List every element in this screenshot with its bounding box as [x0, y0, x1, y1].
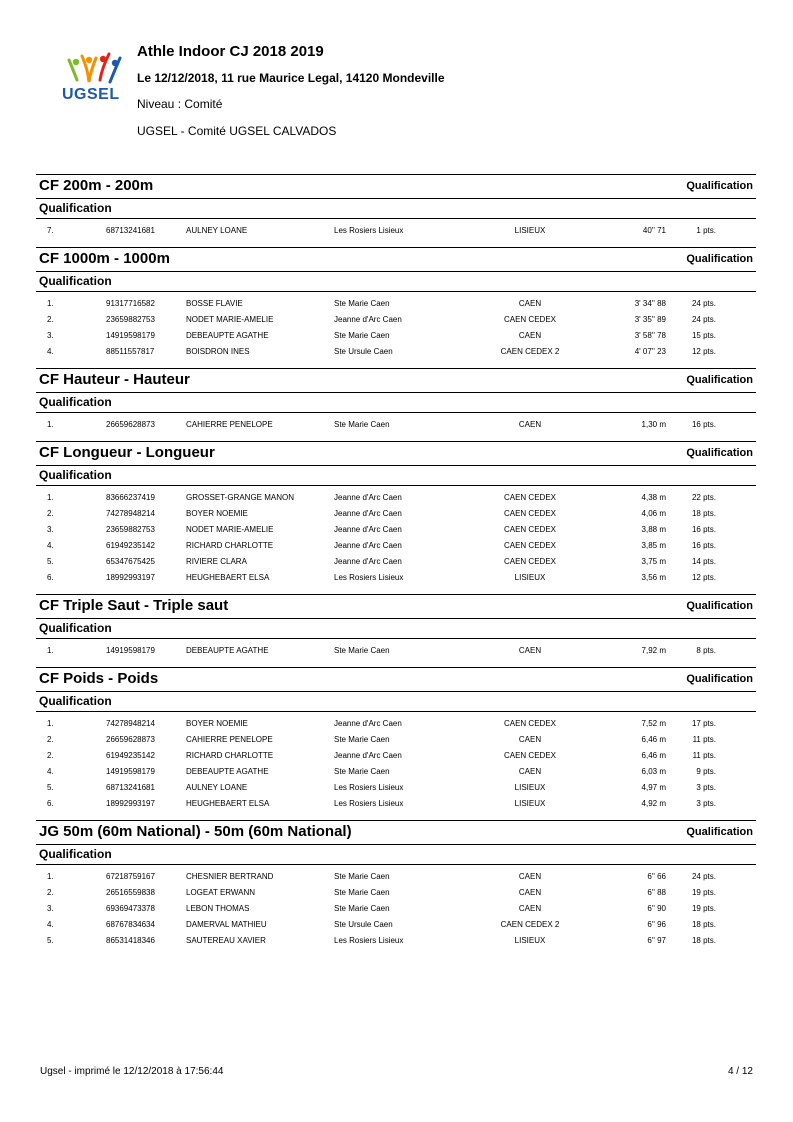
event-title: CF Poids - Poids [39, 670, 159, 687]
results-table [36, 219, 756, 247]
table-row [36, 344, 756, 360]
table-row [36, 643, 756, 659]
event-title: JG 50m (60m National) - 50m (60m National) [39, 823, 352, 840]
athlete-name-cell: CAHIERRE PENELOPE [186, 420, 273, 429]
table-row [36, 732, 756, 748]
athlete-name-cell: AULNEY LOANE [186, 783, 248, 792]
city-cell: CAEN [518, 904, 542, 913]
table-row [36, 716, 756, 732]
club-cell: Jeanne d'Arc Caen [334, 541, 402, 550]
athlete-name-cell: CHESNIER BERTRAND [186, 872, 274, 881]
license-id-cell: 18992993197 [106, 799, 155, 808]
club-cell: Ste Marie Caen [334, 767, 390, 776]
results-table [36, 865, 756, 957]
points-cell: 11 pts. [692, 751, 716, 760]
club-cell: Jeanne d'Arc Caen [334, 719, 402, 728]
event-subtitle: Qualification [36, 198, 756, 219]
event-header [36, 594, 756, 618]
license-id-cell: 68767834634 [106, 920, 155, 929]
city-cell: CAEN CEDEX [503, 751, 556, 760]
rank-cell: 2. [47, 509, 54, 518]
event-header [36, 441, 756, 465]
city-cell: CAEN [518, 420, 542, 429]
table-row [36, 748, 756, 764]
performance-cell: 3' 34'' 88 [634, 299, 666, 308]
license-id-cell: 26659628873 [106, 735, 155, 744]
rank-cell: 2. [47, 888, 54, 897]
event-title: CF Hauteur - Hauteur [39, 371, 190, 388]
athlete-name-cell: NODET MARIE-AMELIE [186, 525, 274, 534]
club-cell: Ste Marie Caen [334, 872, 390, 881]
athlete-name-cell: NODET MARIE-AMELIE [186, 315, 274, 324]
athlete-name-cell: HEUGHEBAERT ELSA [186, 799, 270, 808]
points-cell: 19 pts. [691, 888, 716, 897]
city-cell: CAEN CEDEX [503, 509, 556, 518]
points-cell: 9 pts. [696, 767, 716, 776]
points-cell: 14 pts. [691, 557, 716, 566]
rank-cell: 4. [47, 347, 54, 356]
points-cell: 16 pts. [691, 541, 716, 550]
table-row [36, 223, 756, 239]
rank-cell: 3. [47, 904, 54, 913]
performance-cell: 6'' 88 [647, 888, 666, 897]
athlete-name-cell: DEBEAUPTE AGATHE [186, 331, 269, 340]
performance-cell: 6'' 66 [647, 872, 666, 881]
club-cell: Ste Marie Caen [334, 420, 390, 429]
performance-cell: 3' 35'' 89 [634, 315, 666, 324]
event-qualification-label: Qualification [686, 180, 753, 192]
event-qualification-label: Qualification [686, 600, 753, 612]
license-id-cell: 67218759167 [106, 872, 155, 881]
rank-cell: 1. [47, 872, 54, 881]
athlete-name-cell: RICHARD CHARLOTTE [186, 541, 274, 550]
rank-cell: 6. [47, 799, 54, 808]
rank-cell: 3. [47, 525, 54, 534]
results-table [36, 639, 756, 667]
event-section [36, 594, 756, 667]
event-header [36, 174, 756, 198]
city-cell: CAEN [518, 299, 542, 308]
event-qualification-label: Qualification [686, 447, 753, 459]
license-id-cell: 88511557817 [106, 347, 155, 356]
points-cell: 24 pts. [691, 315, 716, 324]
athlete-name-cell: AULNEY LOANE [186, 226, 248, 235]
club-cell: Jeanne d'Arc Caen [334, 509, 402, 518]
license-id-cell: 18992993197 [106, 573, 155, 582]
license-id-cell: 74278948214 [106, 509, 155, 518]
city-cell: CAEN CEDEX [503, 719, 556, 728]
table-row [36, 764, 756, 780]
table-row [36, 885, 756, 901]
city-cell: CAEN [518, 888, 542, 897]
athlete-name-cell: BOISDRON INES [186, 347, 250, 356]
performance-cell: 3,56 m [641, 573, 666, 582]
city-cell: LISIEUX [514, 226, 546, 235]
license-id-cell: 26659628873 [106, 420, 155, 429]
performance-cell: 3,75 m [641, 557, 666, 566]
points-cell: 18 pts. [691, 936, 716, 945]
points-cell: 18 pts. [691, 920, 716, 929]
club-cell: Ste Marie Caen [334, 888, 390, 897]
athlete-name-cell: DAMERVAL MATHIEU [186, 920, 267, 929]
points-cell: 3 pts. [696, 783, 716, 792]
results-table [36, 413, 756, 441]
points-cell: 12 pts. [691, 573, 716, 582]
performance-cell: 3,88 m [641, 525, 666, 534]
event-section [36, 247, 756, 368]
page-number: 4 / 12 [727, 1066, 753, 1077]
event-title: CF Triple Saut - Triple saut [39, 597, 229, 614]
rank-cell: 4. [47, 767, 54, 776]
table-row [36, 933, 756, 949]
table-row [36, 296, 756, 312]
city-cell: LISIEUX [514, 573, 546, 582]
event-subtitle: Qualification [36, 691, 756, 712]
performance-cell: 7,52 m [641, 719, 666, 728]
event-header [36, 820, 756, 844]
athlete-name-cell: SAUTEREAU XAVIER [186, 936, 266, 945]
license-id-cell: 83666237419 [106, 493, 155, 502]
event-section [36, 441, 756, 594]
license-id-cell: 68713241681 [106, 783, 155, 792]
athlete-name-cell: RIVIERE CLARA [186, 557, 247, 566]
city-cell: CAEN CEDEX [503, 493, 556, 502]
table-row [36, 554, 756, 570]
performance-cell: 4' 07'' 23 [634, 347, 666, 356]
club-cell: Les Rosiers Lisieux [334, 783, 404, 792]
results-table [36, 712, 756, 820]
event-header [36, 247, 756, 271]
points-cell: 22 pts. [691, 493, 716, 502]
performance-cell: 6'' 90 [647, 904, 666, 913]
athlete-name-cell: BOYER NOEMIE [186, 509, 248, 518]
points-cell: 11 pts. [692, 735, 716, 744]
event-section [36, 174, 756, 247]
event-subtitle: Qualification [36, 392, 756, 413]
athlete-name-cell: DEBEAUPTE AGATHE [186, 767, 269, 776]
points-cell: 16 pts. [691, 525, 716, 534]
license-id-cell: 61949235142 [106, 751, 155, 760]
license-id-cell: 65347675425 [106, 557, 155, 566]
license-id-cell: 23659882753 [106, 525, 155, 534]
event-title: CF Longueur - Longueur [39, 444, 215, 461]
event-header [36, 368, 756, 392]
club-cell: Ste Marie Caen [334, 904, 390, 913]
city-cell: CAEN [518, 735, 542, 744]
points-cell: 15 pts. [691, 331, 716, 340]
license-id-cell: 14919598179 [106, 331, 155, 340]
rank-cell: 1. [47, 493, 54, 502]
event-subtitle: Qualification [36, 844, 756, 865]
logo-text: UGSEL [62, 86, 120, 103]
rank-cell: 5. [47, 557, 54, 566]
rank-cell: 5. [47, 936, 54, 945]
points-cell: 17 pts. [691, 719, 716, 728]
performance-cell: 3,85 m [641, 541, 666, 550]
performance-cell: 1,30 m [641, 420, 666, 429]
club-cell: Les Rosiers Lisieux [334, 936, 404, 945]
club-cell: Ste Marie Caen [334, 735, 390, 744]
club-cell: Les Rosiers Lisieux [334, 573, 404, 582]
license-id-cell: 61949235142 [106, 541, 155, 550]
athlete-name-cell: LEBON THOMAS [186, 904, 250, 913]
table-row [36, 869, 756, 885]
print-timestamp: Ugsel - imprimé le 12/12/2018 à 17:56:44 [40, 1066, 224, 1077]
rank-cell: 1. [47, 299, 54, 308]
license-id-cell: 26516559838 [106, 888, 155, 897]
rank-cell: 2. [47, 315, 54, 324]
license-id-cell: 14919598179 [106, 646, 155, 655]
athlete-name-cell: HEUGHEBAERT ELSA [186, 573, 270, 582]
club-cell: Ste Ursule Caen [334, 347, 393, 356]
club-cell: Jeanne d'Arc Caen [334, 751, 402, 760]
club-cell: Les Rosiers Lisieux [334, 226, 404, 235]
city-cell: CAEN CEDEX [503, 315, 556, 324]
athlete-name-cell: BOYER NOEMIE [186, 719, 248, 728]
city-cell: CAEN CEDEX 2 [500, 347, 560, 356]
city-cell: CAEN CEDEX [503, 525, 556, 534]
performance-cell: 6'' 97 [647, 936, 666, 945]
results-table [36, 486, 756, 594]
athlete-name-cell: LOGEAT ERWANN [186, 888, 256, 897]
points-cell: 1 pts. [696, 226, 716, 235]
event-title: CF 1000m - 1000m [39, 250, 170, 267]
table-row [36, 506, 756, 522]
points-cell: 24 pts. [691, 872, 716, 881]
performance-cell: 6,46 m [641, 751, 666, 760]
club-cell: Jeanne d'Arc Caen [334, 557, 402, 566]
table-row [36, 570, 756, 586]
event-title: CF 200m - 200m [39, 177, 154, 194]
points-cell: 12 pts. [691, 347, 716, 356]
rank-cell: 4. [47, 920, 54, 929]
city-cell: LISIEUX [514, 936, 546, 945]
rank-cell: 7. [47, 226, 54, 235]
athlete-name-cell: GROSSET-GRANGE MANON [186, 493, 295, 502]
event-header [36, 667, 756, 691]
event-qualification-label: Qualification [686, 374, 753, 386]
table-row [36, 780, 756, 796]
event-date-location: Le 12/12/2018, 11 rue Maurice Legal, 14120 Mondeville [137, 71, 445, 85]
rank-cell: 2. [47, 735, 54, 744]
table-row [36, 490, 756, 506]
table-row [36, 901, 756, 917]
event-subtitle: Qualification [36, 618, 756, 639]
points-cell: 3 pts. [696, 799, 716, 808]
rank-cell: 6. [47, 573, 54, 582]
city-cell: CAEN [518, 646, 542, 655]
performance-cell: 6,03 m [641, 767, 666, 776]
events-list [36, 174, 756, 957]
event-section [36, 368, 756, 441]
club-cell: Jeanne d'Arc Caen [334, 525, 402, 534]
license-id-cell: 14919598179 [106, 767, 155, 776]
city-cell: CAEN CEDEX 2 [500, 920, 560, 929]
club-cell: Ste Marie Caen [334, 299, 390, 308]
license-id-cell: 86531418346 [106, 936, 155, 945]
organization-label: UGSEL - Comité UGSEL CALVADOS [137, 124, 337, 138]
points-cell: 8 pts. [696, 646, 716, 655]
performance-cell: 3' 58'' 78 [634, 331, 666, 340]
table-row [36, 522, 756, 538]
event-subtitle: Qualification [36, 465, 756, 486]
performance-cell: 4,38 m [641, 493, 666, 502]
table-row [36, 796, 756, 812]
city-cell: CAEN CEDEX [503, 541, 556, 550]
points-cell: 24 pts. [691, 299, 716, 308]
city-cell: CAEN [518, 872, 542, 881]
license-id-cell: 68713241681 [106, 226, 155, 235]
city-cell: LISIEUX [514, 783, 546, 792]
club-cell: Ste Ursule Caen [334, 920, 393, 929]
rank-cell: 4. [47, 541, 54, 550]
performance-cell: 4,06 m [641, 509, 666, 518]
rank-cell: 1. [47, 719, 54, 728]
page-title: Athle Indoor CJ 2018 2019 [137, 43, 324, 60]
license-id-cell: 23659882753 [106, 315, 155, 324]
ugsel-logo [60, 50, 128, 108]
performance-cell: 6,46 m [641, 735, 666, 744]
rank-cell: 1. [47, 646, 54, 655]
club-cell: Jeanne d'Arc Caen [334, 315, 402, 324]
level-label: Niveau : Comité [137, 97, 223, 111]
license-id-cell: 74278948214 [106, 719, 155, 728]
points-cell: 19 pts. [691, 904, 716, 913]
table-row [36, 538, 756, 554]
rank-cell: 3. [47, 331, 54, 340]
points-cell: 18 pts. [691, 509, 716, 518]
city-cell: CAEN CEDEX [503, 557, 556, 566]
event-qualification-label: Qualification [686, 826, 753, 838]
athlete-name-cell: RICHARD CHARLOTTE [186, 751, 274, 760]
club-cell: Ste Marie Caen [334, 331, 390, 340]
rank-cell: 5. [47, 783, 54, 792]
performance-cell: 40'' 71 [642, 226, 666, 235]
athlete-name-cell: DEBEAUPTE AGATHE [186, 646, 269, 655]
event-section [36, 667, 756, 820]
event-qualification-label: Qualification [686, 253, 753, 265]
performance-cell: 7,92 m [641, 646, 666, 655]
table-row [36, 417, 756, 433]
club-cell: Jeanne d'Arc Caen [334, 493, 402, 502]
rank-cell: 1. [47, 420, 54, 429]
city-cell: CAEN [518, 767, 542, 776]
license-id-cell: 91317716582 [106, 299, 155, 308]
table-row [36, 328, 756, 344]
rank-cell: 2. [47, 751, 54, 760]
license-id-cell: 69369473378 [106, 904, 155, 913]
performance-cell: 6'' 96 [647, 920, 666, 929]
athlete-name-cell: BOSSE FLAVIE [186, 299, 243, 308]
table-row [36, 312, 756, 328]
club-cell: Les Rosiers Lisieux [334, 799, 404, 808]
city-cell: CAEN [518, 331, 542, 340]
table-row [36, 917, 756, 933]
points-cell: 16 pts. [691, 420, 716, 429]
club-cell: Ste Marie Caen [334, 646, 390, 655]
city-cell: LISIEUX [514, 799, 546, 808]
athlete-name-cell: CAHIERRE PENELOPE [186, 735, 273, 744]
event-subtitle: Qualification [36, 271, 756, 292]
event-qualification-label: Qualification [686, 673, 753, 685]
results-table [36, 292, 756, 368]
performance-cell: 4,92 m [641, 799, 666, 808]
event-section [36, 820, 756, 957]
performance-cell: 4,97 m [641, 783, 666, 792]
